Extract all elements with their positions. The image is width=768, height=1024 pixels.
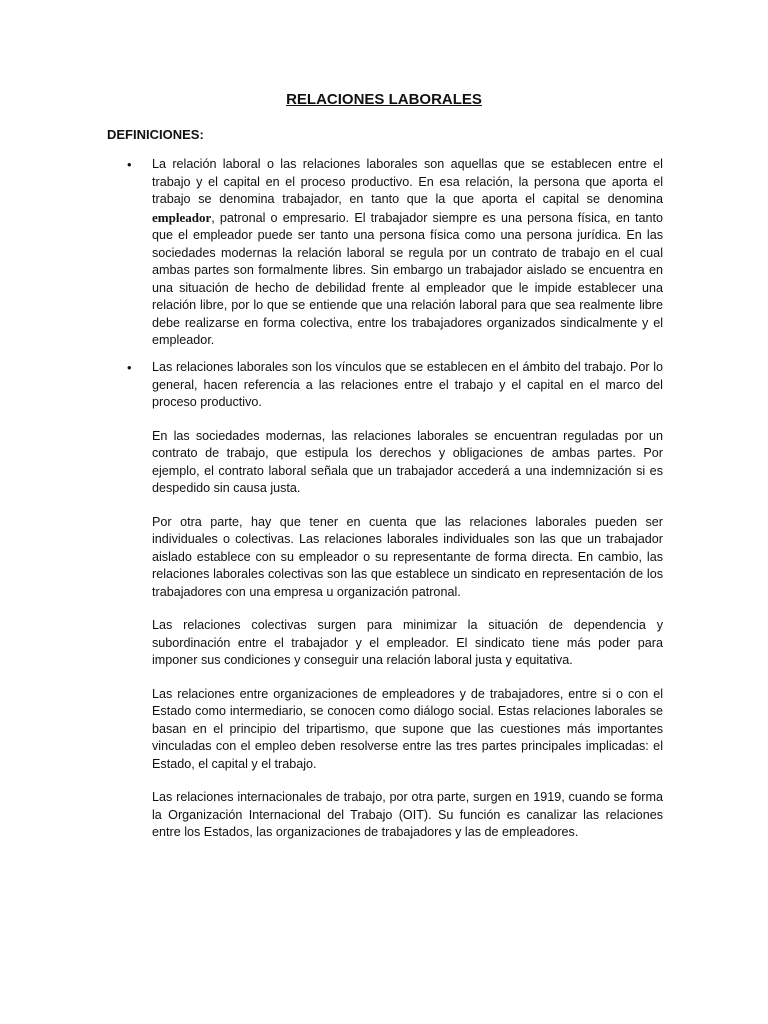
paragraph-3: Por otra parte, hay que tener en cuenta que las relaciones laborales pueden ser individuales o colectivas. Las relaciones laborales individuales son las que un trabajador aislado establece con su empleador o su representante de forma directa. En cambio, las relaciones laborales colectivas son las que establece un sindicato en representación de los trabajadores con una empresa u organización patronal. xyxy=(152,514,663,599)
bullet-dot-icon: • xyxy=(127,157,132,172)
paragraph-2: En las sociedades modernas, las relaciones laborales se encuentran reguladas por un contrato de trabajo, que estipula los derechos y obligaciones de ambas partes. Por ejemplo, el contrato laboral señala que un trabajador accederá a una indemnización si es despedido sin causa justa. xyxy=(152,428,663,495)
paragraph-6: Las relaciones internacionales de trabajo, por otra parte, surgen en 1919, cuando se forma la Organización Internacional del Trabajo (OIT). Su función es canalizar las relaciones entre los Estados, las organizaciones de trabajadores y las de empleadores. xyxy=(152,790,663,839)
section-heading: DEFINICIONES: xyxy=(107,127,204,142)
paragraph-text: La relación laboral o las relaciones laborales son aquellas que se establecen entre el trabajo y el capital en el proceso productivo. En esa relación, la persona que aporta el trabajo se denomina trabajador, en tanto que la que aporta el capital se denomina xyxy=(152,157,663,206)
bullet-item-1 xyxy=(107,156,663,350)
paragraph-text: , patronal o empresario. El trabajador siempre es una persona física, en tanto que el empleador puede ser tanto una persona física como una persona jurídica. En las sociedades modernas la relación laboral se regula por un contrato de trabajo en el cual ambas partes son formalmente libres. Sin embargo un trabajador aislado se encuentra en una situación de hecho de debilidad frente al empleador que le impide establecer una relación libre, por lo que se entiende que una relación laboral para que sea realmente libre debe realizarse en forma colectiva, entre los trabajadores organizados sindicalmente y el empleador. xyxy=(152,210,663,347)
emphasis-term: empleador xyxy=(152,209,212,225)
paragraph-1: Las relaciones laborales son los vínculos que se establecen en el ámbito del trabajo. Por lo general, hacen referencia a las relaciones entre el trabajo y el capital en el marco del proceso productivo. xyxy=(152,360,663,409)
bullet-dot-icon: • xyxy=(127,360,132,375)
document-title: RELACIONES LABORALES xyxy=(286,91,482,108)
paragraph-5: Las relaciones entre organizaciones de empleadores y de trabajadores, entre si o con el Estado como intermediario, se conocen como diálogo social. Estas relaciones laborales se basan en el principio del tripartismo, que supone que las cuestiones más importantes vinculadas con el empleo deben resolverse entre las tres partes principales implicadas: el Estado, el capital y el trabajo. xyxy=(152,686,663,771)
bullet-item-2 xyxy=(107,359,663,842)
paragraph-4: Las relaciones colectivas surgen para minimizar la situación de dependencia y subordinación entre el trabajador y el empleador. El sindicato tiene más poder para imponer sus condiciones y conseguir una relación laboral justa y equitativa. xyxy=(152,618,663,667)
paragraph-definition-1 xyxy=(152,156,663,350)
